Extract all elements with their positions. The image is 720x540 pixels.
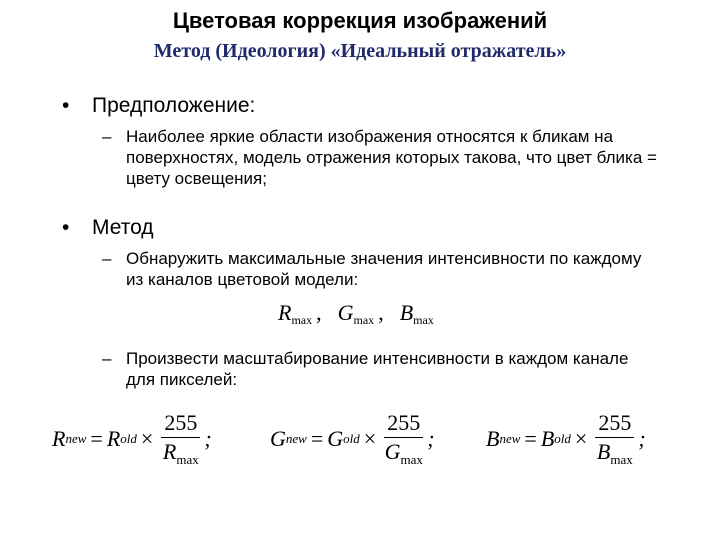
fraction-numerator: 255 <box>595 410 634 438</box>
semicolon: ; <box>204 426 212 451</box>
times-sign: × <box>574 426 588 451</box>
formula-rhs-subscript: old <box>343 431 360 446</box>
fraction-numerator: 255 <box>161 410 200 438</box>
r-max-subscript: max <box>291 313 313 327</box>
slide-title: Цветовая коррекция изображений <box>172 8 548 33</box>
bullet-assumption-label: Предположение: <box>92 94 256 117</box>
fraction-denominator-subscript: max <box>400 452 423 467</box>
dash: – <box>102 249 112 268</box>
formula-rhs: R <box>106 426 121 451</box>
formula-lhs-subscript: new <box>285 431 307 446</box>
formula-rhs: B <box>540 426 555 451</box>
formula-r <box>52 410 212 468</box>
bullet-method <box>62 216 154 240</box>
formula-lhs: B <box>486 426 500 451</box>
formula-lhs-subscript: new <box>65 431 87 446</box>
equals-sign: = <box>90 426 103 451</box>
bullet-assumption <box>62 94 255 118</box>
equals-sign: = <box>524 426 537 451</box>
formula-rhs-subscript: old <box>554 431 571 446</box>
r-symbol: R <box>278 300 292 325</box>
sub-item-method-2 <box>102 348 662 390</box>
formula-b <box>486 410 646 468</box>
sub-item-text: Обнаружить максимальные значения интенсивности по каждому из каналов цветовой модели: <box>126 249 642 289</box>
fraction-denominator-subscript: max <box>176 452 199 467</box>
comma: , <box>316 300 322 325</box>
fraction-denominator-subscript: max <box>610 452 633 467</box>
fraction <box>595 410 634 468</box>
formula-rhs: G <box>327 426 344 451</box>
sub-item-method-1 <box>102 248 662 290</box>
fraction-denominator: R <box>162 439 177 464</box>
formula-lhs: G <box>270 426 286 451</box>
equals-sign: = <box>310 426 324 451</box>
fraction-numerator: 255 <box>384 410 423 438</box>
times-sign: × <box>140 426 154 451</box>
slide-subtitle: Метод (Идеология) «Идеальный отражатель» <box>153 40 567 62</box>
sub-item-text: Произвести масштабирование интенсивности в каждом канале для пикселей: <box>126 349 629 389</box>
g-symbol: G <box>337 300 354 325</box>
b-max-subscript: max <box>413 313 434 327</box>
b-symbol: B <box>399 300 414 325</box>
dash: – <box>102 349 112 368</box>
g-max-subscript: max <box>353 313 375 327</box>
fraction-denominator: G <box>384 439 401 464</box>
semicolon: ; <box>427 426 435 451</box>
fraction-denominator: B <box>596 439 611 464</box>
bullet-dot: • <box>62 216 70 239</box>
comma: , <box>378 300 384 325</box>
formula-rhs-subscript: old <box>120 431 137 446</box>
bullet-method-label: Метод <box>92 216 154 239</box>
max-values-expression <box>278 300 434 328</box>
bullet-dot: • <box>62 94 70 117</box>
sub-item-text: Наиболее яркие области изображения относятся к бликам на поверхностях, модель отражения которых такова, что цвет блика = цвету освещения; <box>126 127 657 188</box>
times-sign: × <box>363 426 377 451</box>
dash: – <box>102 127 112 146</box>
sub-item-assumption-1 <box>102 126 662 189</box>
semicolon: ; <box>638 426 646 451</box>
formula-lhs-subscript: new <box>499 431 521 446</box>
fraction <box>384 410 423 468</box>
formula-lhs: R <box>52 426 66 451</box>
fraction <box>161 410 200 468</box>
formula-g <box>270 410 435 468</box>
